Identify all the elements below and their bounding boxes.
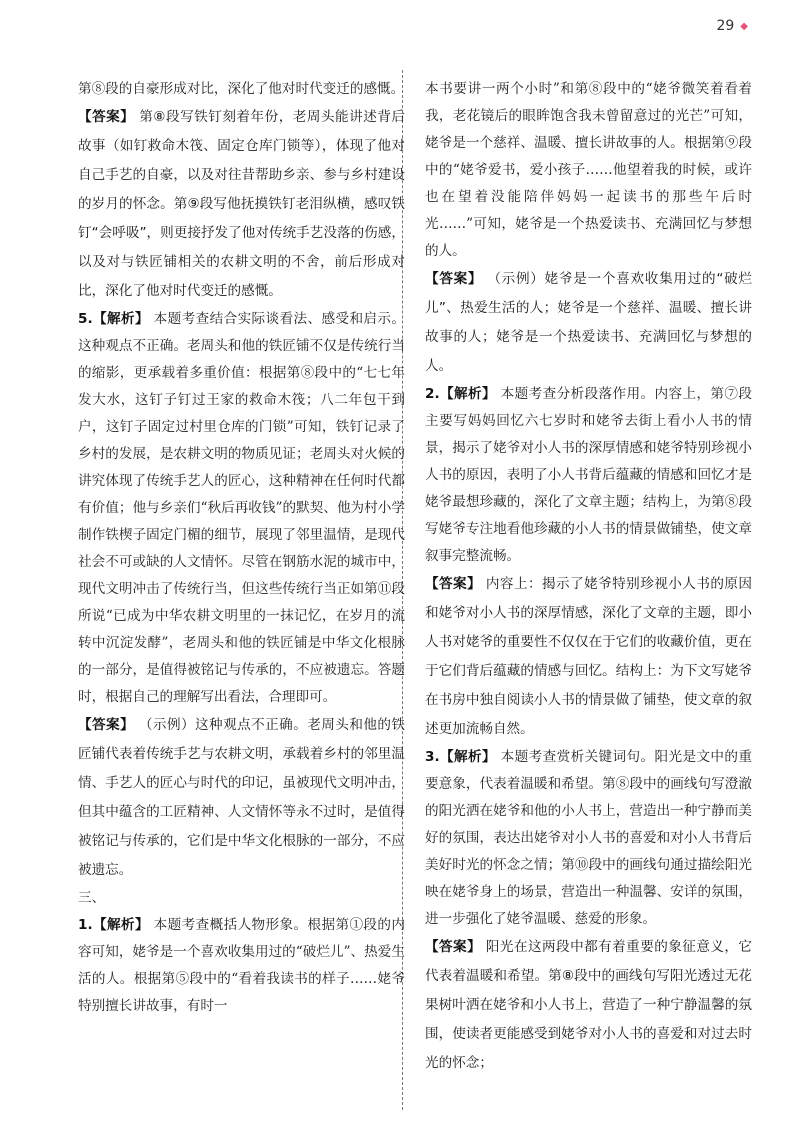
analysis-text: 本题考查赏析关键词句。阳光是文中的重要意象，代表着温暖和希望。第⑧段中的画线句写澄澈的阳光洒在姥爷和他的小人书上，营造出一种宁静而美好的氛围，表达出姥爷对小人书的喜爱和对小人书背后美好时光的怀念之情；第⑩段中的画线句通过描绘阳光映在姥爷身上的场景，营造出一种温馨、安详的氛围，进一步强化了姥爷温暖、慈爱的形象。 bbox=[425, 749, 752, 927]
answer-text: （示例）姥爷是一个喜欢收集用过的“破烂儿”、热爱生活的人；姥爷是一个慈祥、温暖、擅长讲故事的人；姥爷是一个热爱读书、充满回忆与梦想的人。 bbox=[425, 271, 753, 374]
answer-text: 阳光在这两段中都有着重要的象征意义，它代表着温暖和希望。第⑧段中的画线句写阳光透过无花果树叶洒在姥爷和小人书上，营造了一种宁静温馨的氛围，使读者更能感受到姥爷对小人书的喜爱和对过去时光的怀念； bbox=[425, 939, 753, 1071]
answer-block bbox=[78, 103, 405, 306]
question-5-analysis bbox=[78, 306, 405, 711]
right-column bbox=[425, 76, 752, 1078]
page-number bbox=[716, 18, 748, 34]
answer-tag: 【答案】 bbox=[78, 109, 135, 125]
analysis-text: 本题考查概括人物形象。根据第①段的内容可知，姥爷是一个喜欢收集用过的“破烂儿”、热爱生活的人。根据第⑤段中的“看着我读书的样子……姥爷特别擅长讲故事，有时一 bbox=[78, 917, 405, 1014]
answer-tag: 【答案】 bbox=[425, 271, 483, 287]
answer-block bbox=[425, 265, 752, 381]
left-paragraph-continued: 第⑧段的自豪形成对比，深化了他对时代变迁的感慨。 bbox=[78, 81, 405, 97]
question-number: 5. bbox=[78, 311, 93, 327]
analysis-tag: 【解析】 bbox=[439, 749, 496, 765]
answer-tag: 【答案】 bbox=[425, 939, 482, 955]
answer-block bbox=[78, 711, 405, 885]
answer-text: 内容上：揭示了姥爷特别珍视小人书的原因和姥爷对小人书的深厚情感，深化了文章的主题，即小人书对姥爷的重要性不仅仅在于它们的收藏价值，更在于它们背后蕴藏的情感与回忆。结构上：为下文写姥爷在书房中独自阅读小人书的情景做了铺垫，使文章的叙述更加流畅自然。 bbox=[425, 576, 753, 737]
answer-text: 第⑧段写铁钉刻着年份，老周头能讲述背后故事（如钉救命木筏、固定仓库门锁等），体现了他对自己手艺的自豪，以及对往昔帮助乡亲、参与乡村建设的岁月的怀念。第⑨段写他抚摸铁钉老泪纵横，感叹铁钉“会呼吸”，则更接抒发了他对传统手艺没落的伤感，以及对与铁匠铺相关的农耕文明的不舍，前后形成对比，深化了他对时代变迁的感慨。 bbox=[78, 109, 406, 299]
page-number-text: 29 bbox=[716, 18, 735, 34]
answer-block bbox=[425, 933, 752, 1078]
answer-tag: 【答案】 bbox=[425, 576, 482, 592]
question-3-analysis bbox=[425, 744, 752, 933]
analysis-text: 本题考查分析段落作用。内容上，第⑦段主要写妈妈回忆六七岁时和姥爷去街上看小人书的情景，揭示了姥爷对小人书的深厚情感和姥爷特别珍视小人书的原因，表明了小人书背后蕴藏的情感和回忆才是姥爷最想珍藏的，深化了文章主题；结构上，为第⑧段写姥爷专注地看他珍藏的小人书的情景做铺垫，使文章叙事完整流畅。 bbox=[425, 386, 752, 564]
analysis-tag: 【解析】 bbox=[92, 311, 149, 327]
analysis-tag: 【解析】 bbox=[92, 917, 149, 933]
question-number: 1. bbox=[78, 917, 93, 933]
right-paragraph-continued: 本书要讲一两个小时”和第⑧段中的“姥爷微笑着看着我，老花镜后的眼眸饱含我未曾留意过的光芒”可知，姥爷是一个慈祥、温暖、擅长讲故事的人。根据第⑨段中的“姥爷爱书，爱小孩子……他望着我的时候，或许也在望着没能陪伴妈妈一起读书的那些午后时光……”可知，姥爷是一个热爱读书、充满回忆与梦想的人。 bbox=[425, 81, 752, 259]
question-1-analysis bbox=[78, 912, 405, 1020]
section-heading: 三、 bbox=[78, 890, 106, 906]
question-number: 3. bbox=[425, 749, 440, 765]
diamond-icon: ◆ bbox=[740, 20, 748, 32]
question-number: 2. bbox=[425, 386, 440, 402]
answer-block bbox=[425, 570, 752, 744]
analysis-text: 本题考查结合实际谈看法、感受和启示。这种观点不正确。老周头和他的铁匠铺不仅是传统行当的缩影，更承载着多重价值：根据第⑧段中的“七七年发大水，这钉子钉过王家的救命木筏；八二年包干到户，这钉子固定过村里仓库的门锁”可知，铁钉记录了乡村的发展，是农耕文明的物质见证；老周头对火候的讲究体现了传统手艺人的匠心，这种精神在任何时代都有价值；他与乡亲们“秋后再收钱”的默契、他为村小学制作铁楔子固定门楣的细节，展现了邻里温情，是现代社会不可或缺的人文情怀。尽管在钢筋水泥的城市中，现代文明冲击了传统行当，但这些传统行当正如第⑪段所说“已成为中华农耕文明里的一抹记忆，在岁月的流转中沉淀发酵”，老周头和他的铁匠铺是中华文化根脉的一部分，是值得被铭记与传承的，不应被遗忘。答题时，根据自己的理解写出看法，合理即可。 bbox=[78, 311, 405, 705]
left-column bbox=[78, 76, 405, 1020]
analysis-tag: 【解析】 bbox=[439, 386, 496, 402]
question-2-analysis bbox=[425, 381, 752, 570]
answer-text: （示例）这种观点不正确。老周头和他的铁匠铺代表着传统手艺与农耕文明，承载着乡村的邻里温情、手艺人的匠心与时代的印记，虽被现代文明冲击，但其中蕴含的工匠精神、人文情怀等永不过时，是值得被铭记与传承的，它们是中华文化根脉的一部分，不应被遗忘。 bbox=[78, 717, 406, 878]
answer-tag: 【答案】 bbox=[78, 717, 135, 733]
